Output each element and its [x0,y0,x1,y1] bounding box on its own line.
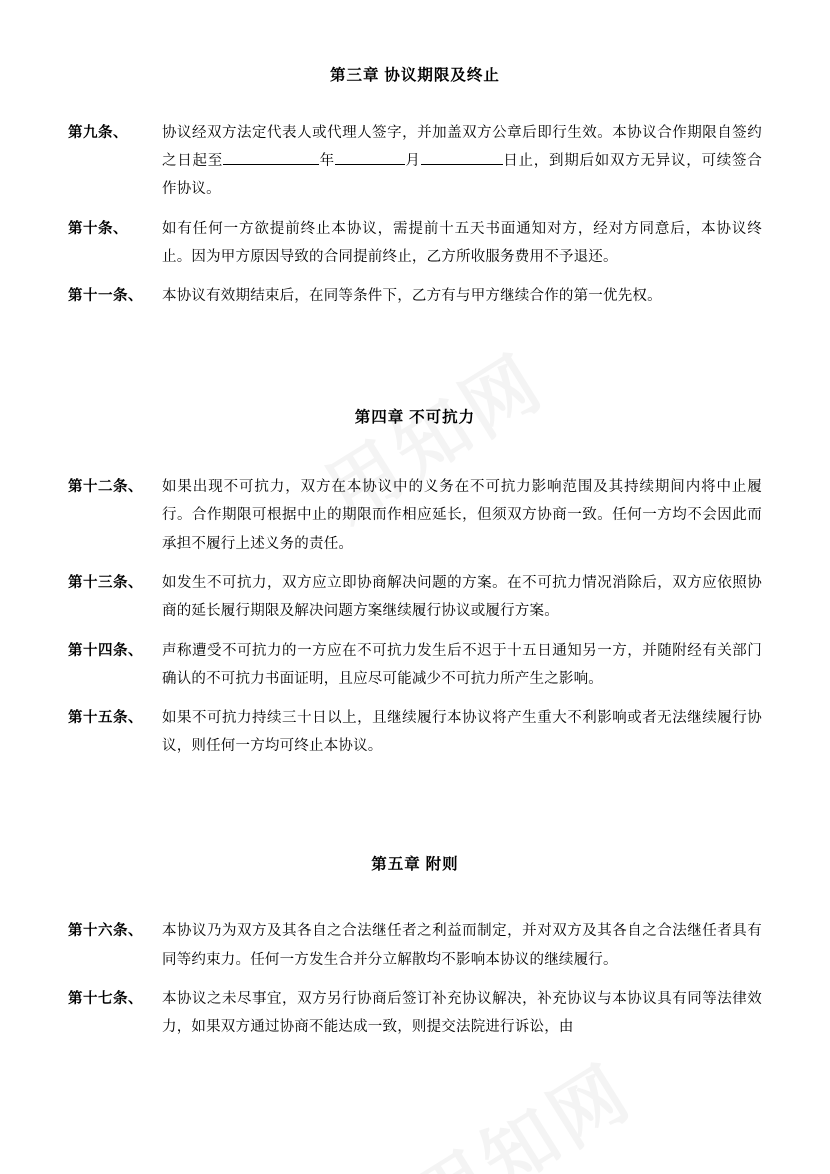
clause-label: 第十六条、 [68,923,143,940]
fill-in-blank-year[interactable] [223,164,319,165]
clause-label: 第九条、 [68,124,128,141]
clause-label: 第十一条、 [68,288,143,305]
clause-body: 如发生不可抗力，双方应立即协商解决问题的方案。在不可抗力情况消除后，双方应依照协商的延长履行期限及解决问题方案继续履行协议或履行方案。 [162,574,762,620]
clause-item [68,473,762,558]
clause-body: 如果不可抗力持续三十日以上，且继续履行本协议将产生重大不利影响或者无法继续履行协议，则任何一方均可终止本协议。 [162,710,762,755]
clause-label: 第十七条、 [68,990,143,1007]
clause-label: 第十五条、 [68,710,143,727]
clause-body: 本协议乃为双方及其各自之合法继任者之利益而制定，并对双方及其各自之合法继任者具有同等约束力。任何一方发生合并分立解散均不影响本协议的继续履行。 [162,923,762,968]
clause-item [68,215,762,272]
clause-label: 第十三条、 [68,574,143,591]
clause-text: 日止，到期后如双方无异议，可续签合作协议。 [162,153,762,198]
clause-item [68,282,762,310]
clause-body: 如有任何一方欲提前终止本协议，需提前十五天书面通知对方，经对方同意后，本协议终止。因为甲方原因导致的合同提前终止，乙方所收服务费用不予退还。 [162,220,762,265]
clause-body: 声称遭受不可抗力的一方应在不可抗力发生后不迟于十五日通知另一方，并随附经有关部门确认的不可抗力书面证明，且应尽可能减少不可抗力所产生之影响。 [162,642,762,687]
clause-item [68,569,762,626]
clause-item [68,119,762,204]
clause-list-3 [68,119,762,311]
clause-body: 本协议之未尽事宜，双方另行协商后签订补充协议解决，补充协议与本协议具有同等法律效力，如果双方通过协商不能达成一致，则提交法院进行诉讼，由 [162,990,762,1036]
clause-list-5 [68,917,762,1041]
clause-body [162,119,762,204]
clause-text: 协议经双方法定代表人或代理人签字，并加盖双方公章后即行生效。本协议合作期限自签约之日起至 [162,124,762,170]
clause-label: 第十条、 [68,220,128,237]
chapter-heading-3: 第三章 协议期限及终止 [330,67,500,84]
clause-label: 第十四条、 [68,642,143,659]
clause-item [68,917,762,974]
chapter-heading-4: 第四章 不可抗力 [354,409,476,427]
clause-text: 月 [404,153,421,170]
clause-item [68,985,762,1042]
clause-item [68,704,762,761]
fill-in-blank-month[interactable] [335,164,405,165]
chapter-heading-5: 第五章 附则 [371,855,459,873]
clause-label: 第十二条、 [68,479,143,496]
clause-body: 本协议有效期结束后，在同等条件下，乙方有与甲方继续合作的第一优先权。 [162,288,662,305]
clause-list-4 [68,473,762,760]
clause-item [68,637,762,694]
clause-body: 如果出现不可抗力，双方在本协议中的义务在不可抗力影响范围及其持续期间内将中止履行。合作期限可根据中止的期限而作相应延长，但须双方协商一致。任何一方均不会因此而承担不履行上述义务的责任。 [162,479,762,552]
fill-in-blank-day[interactable] [421,164,503,165]
clause-text: 年 [319,153,335,170]
